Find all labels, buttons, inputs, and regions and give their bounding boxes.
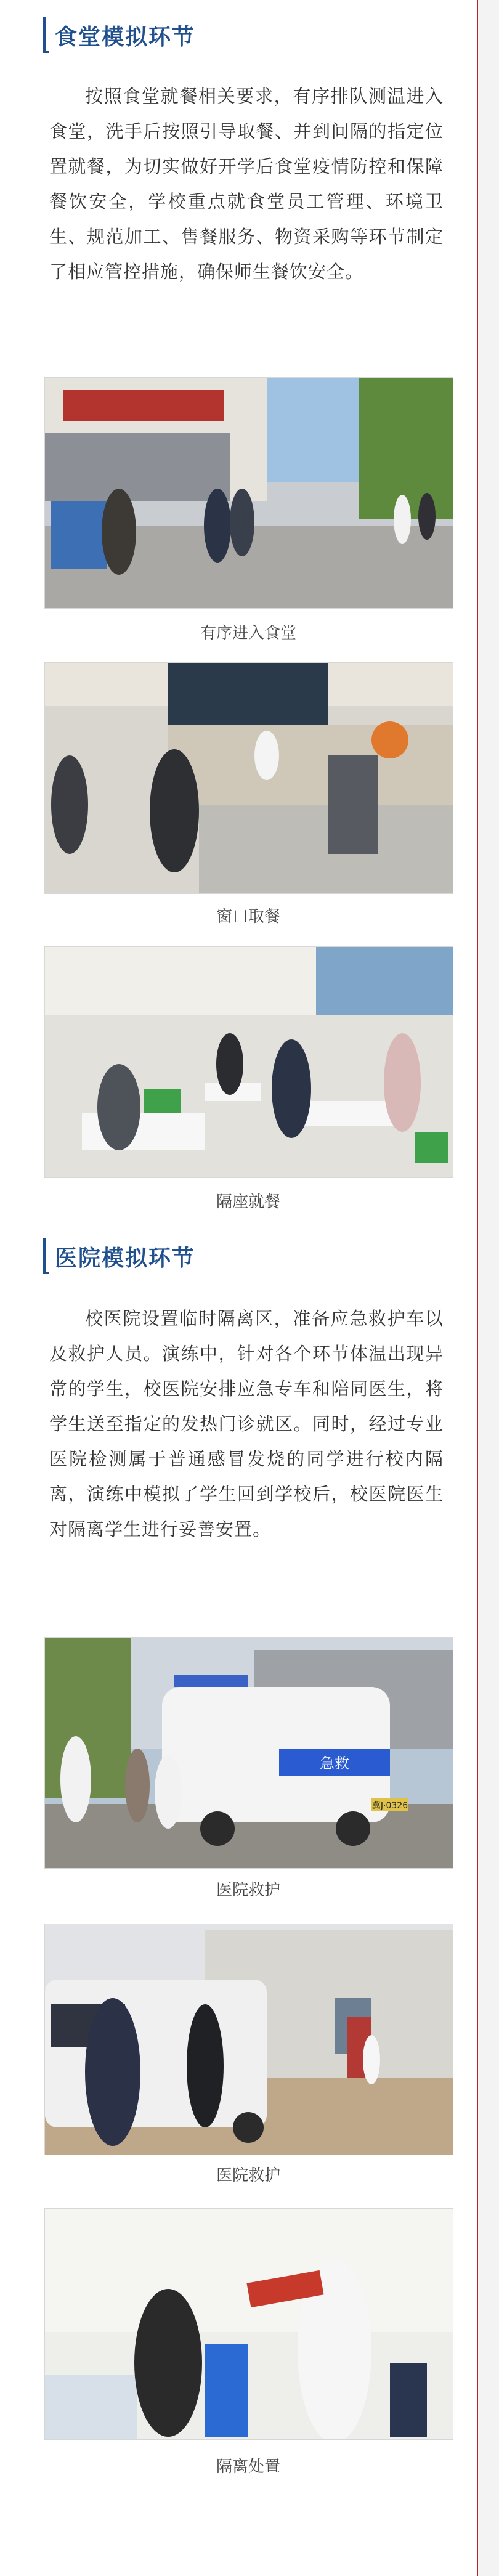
ambulance-lettering: 急救 bbox=[320, 1755, 349, 1772]
photo-ambulance bbox=[44, 1637, 453, 1869]
photo-caption: 医院救护 bbox=[216, 2166, 280, 2185]
section-heading-canteen bbox=[43, 17, 195, 53]
photo-isolation-handling bbox=[44, 2208, 453, 2440]
section-title: 医院模拟环节 bbox=[55, 1245, 196, 1271]
photo-spaced-seating bbox=[44, 946, 453, 1178]
photo-caption: 有序进入食堂 bbox=[200, 624, 296, 643]
section-paragraph: 校医院设置临时隔离区，准备应急救护车以及救护人员。演练中，针对各个环节体温出现异常的学生，校医院安排应急专车和陪同医生，将学生送至指定的发热门诊就区。同时，经过专业医院检测属于普通感冒发烧的同学进行校内隔离，演练中模拟了学生回到学校后，校医院医生对隔离学生进行妥善安置。 bbox=[49, 1308, 444, 1540]
section-heading-hospital bbox=[43, 1238, 195, 1274]
photo-caption: 窗口取餐 bbox=[216, 908, 280, 926]
heading-bracket-icon bbox=[43, 1238, 49, 1274]
photo-caption: 隔座就餐 bbox=[216, 1193, 280, 1211]
heading-bracket-icon bbox=[43, 17, 49, 53]
photo-ambulance-side bbox=[44, 1924, 453, 2155]
photo-window-serving bbox=[44, 662, 453, 894]
section-title: 食堂模拟环节 bbox=[55, 24, 196, 50]
section-paragraph: 按照食堂就餐相关要求，有序排队测温进入食堂，洗手后按照引导取餐、并到间隔的指定位置就餐，为切实做好开学后食堂疫情防控和保障餐饮安全，学校重点就食堂员工管理、环境卫生、规范加工、售餐服务、物资采购等环节制定了相应管控措施，确保师生餐饮安全。 bbox=[49, 86, 444, 282]
ambulance-plate: 冀J·0326 bbox=[371, 1801, 408, 1811]
photo-caption: 隔离处置 bbox=[216, 2458, 280, 2476]
photo-canteen-entrance bbox=[44, 377, 453, 609]
photo-caption: 医院救护 bbox=[216, 1881, 280, 1899]
